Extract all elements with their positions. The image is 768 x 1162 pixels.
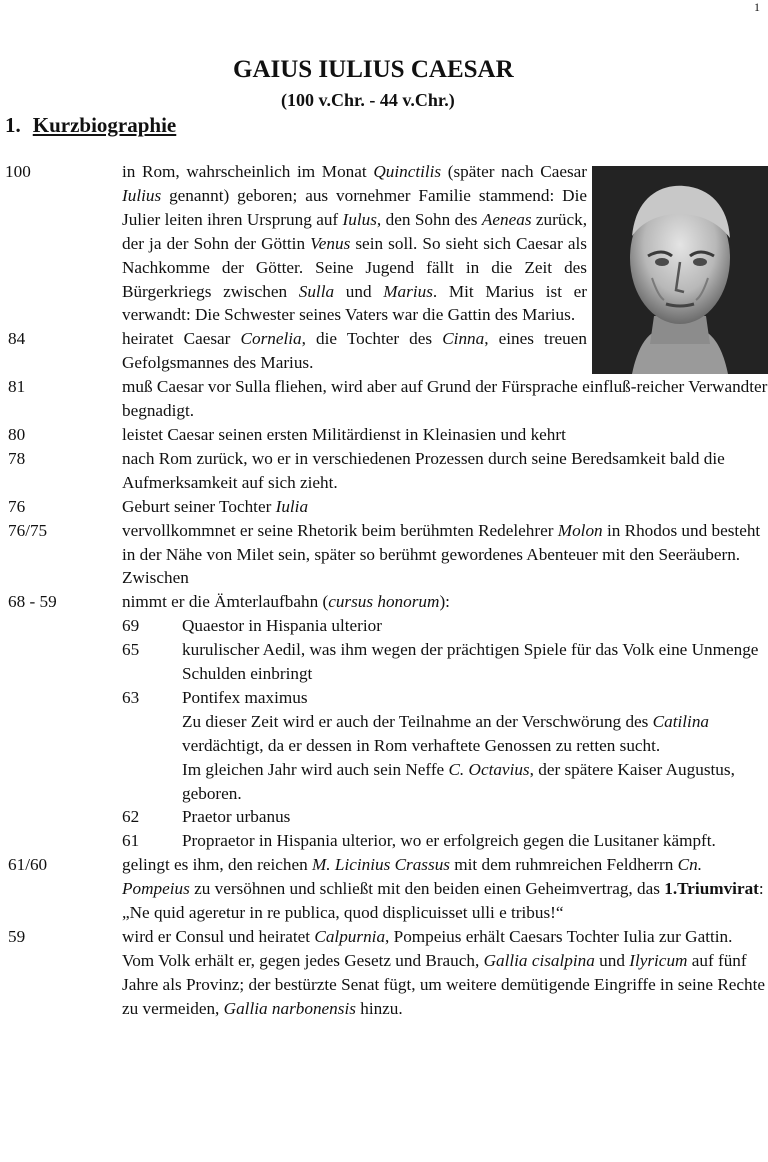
office-year: 65 xyxy=(122,640,140,660)
page-title: GAIUS IULIUS CAESAR xyxy=(233,56,514,83)
entry-text: Vom Volk erhält er, gegen jedes Gesetz und Brauch, Gallia cisalpina und Ilyricum auf fünf Jahre als Provinz; der bestürzte Senat fügt, um weitere demütigende Eingriffe in seine Rechte zu vermeiden, Gallia narbonensis hinzu. xyxy=(122,950,766,1018)
entry-year: 81 xyxy=(8,377,26,397)
timeline-entry xyxy=(0,327,768,375)
entry-year: 76/75 xyxy=(8,520,48,540)
office-year: 63 xyxy=(122,687,140,707)
entry-text: muß Caesar vor Sulla fliehen, wird aber auf Grund der Fürsprache einfluß-reicher Verwandter begnadigt. xyxy=(122,377,768,421)
timeline-entry xyxy=(0,853,768,925)
office-text: Praetor urbanus xyxy=(182,807,291,827)
section-number: 1. xyxy=(5,113,21,137)
entry-year: 80 xyxy=(8,424,26,444)
entry-text: in Rom, wahrscheinlich im Monat Quinctilis (später nach Caesar Iulius genannt) geboren; aus vornehmer Familie stammend: Die Julier leiten ihren Ursprung auf Iulus, den Sohn des Aeneas zurück, der ja der Sohn der Göttin Venus sein soll. So sieht sich Caesar als Nachkomme der Götter. Seine Jugend fällt in die Zeit des Bürgerkriegs zwischen Sulla und Marius. Mit Marius ist er verwandt: Die Schwester seines Vaters war die Gattin des Marius. xyxy=(122,162,588,325)
office-item xyxy=(0,805,768,829)
timeline-entry xyxy=(0,447,768,495)
entry-year: 59 xyxy=(8,927,26,946)
section-heading xyxy=(5,113,176,138)
office-item xyxy=(0,829,768,853)
office-year: 62 xyxy=(122,807,140,827)
office-year: 69 xyxy=(122,616,140,636)
office-item xyxy=(0,638,768,686)
section-label: Kurzbiographie xyxy=(32,113,177,137)
page-subtitle: (100 v.Chr. - 44 v.Chr.) xyxy=(281,90,455,110)
timeline-entry xyxy=(0,519,768,591)
entry-text: leistet Caesar seinen ersten Militärdienst in Kleinasien und kehrt xyxy=(122,424,566,444)
timeline-entry xyxy=(0,590,768,614)
timeline-entry xyxy=(0,375,768,423)
entry-text: gelingt es ihm, den reichen M. Licinius Crassus mit dem ruhmreichen Feldherrn Cn. Pompeius zu versöhnen und schließt mit den beiden einen Geheimvertrag, das 1.Triumvirat: „Ne quid ageretur in re publica, quod displicuisset ulli e tribus!“ xyxy=(122,855,764,923)
office-item xyxy=(0,614,768,638)
entry-year: 78 xyxy=(8,448,26,468)
timeline-entry xyxy=(0,495,768,519)
office-text: kurulischer Aedil, was ihm wegen der prächtigen Spiele für das Volk eine Unmenge Schulden einbringt xyxy=(182,640,759,684)
timeline xyxy=(0,160,768,1021)
entry-year: 76 xyxy=(8,496,26,516)
timeline-entry xyxy=(0,925,768,1021)
office-note: Im gleichen Jahr wird auch sein Neffe C. Octavius, der spätere Kaiser Augustus, geboren. xyxy=(182,759,735,803)
office-text: Propraetor in Hispania ulterior, wo er erfolgreich gegen die Lusitaner kämpft. xyxy=(182,831,716,851)
timeline-entry xyxy=(0,160,768,327)
office-text: Quaestor in Hispania ulterior xyxy=(182,616,382,636)
office-text: Pontifex maximus xyxy=(182,687,308,707)
entry-year: 100 xyxy=(5,162,31,181)
entry-year: 84 xyxy=(8,329,26,349)
entry-text: nimmt er die Ämterlaufbahn (cursus honorum): xyxy=(122,592,450,612)
entry-text: wird er Consul und heiratet Calpurnia, Pompeius erhält Caesars Tochter Iulia zur Gattin. xyxy=(122,927,733,946)
page-number: 1 xyxy=(754,0,760,14)
office-note: Zu dieser Zeit wird er auch der Teilnahme an der Verschwörung des Catilina verdächtigt, da er dessen in Rom verhaftete Genossen zu retten sucht. xyxy=(182,711,710,755)
entry-year: 68 - 59 xyxy=(8,592,57,612)
office-year: 61 xyxy=(122,831,140,851)
entry-text: heiratet Caesar Cornelia, die Tochter des Cinna, eines treuen Gefolgsmannes des Marius. xyxy=(122,329,588,373)
timeline-entry xyxy=(0,423,768,447)
entry-text: Geburt seiner Tochter Iulia xyxy=(122,496,309,516)
entry-text: nach Rom zurück, wo er in verschiedenen Prozessen durch seine Beredsamkeit bald die Aufmerksamkeit auf sich zieht. xyxy=(122,448,725,492)
entry-year: 61/60 xyxy=(8,855,48,875)
office-item xyxy=(0,686,768,710)
entry-text: vervollkommnet er seine Rhetorik beim berühmten Redelehrer Molon in Rhodos und besteht in der Nähe von Milet sein, später so berühmt gewordenes Abenteuer mit den Seeräubern. Zwischen xyxy=(122,520,761,588)
